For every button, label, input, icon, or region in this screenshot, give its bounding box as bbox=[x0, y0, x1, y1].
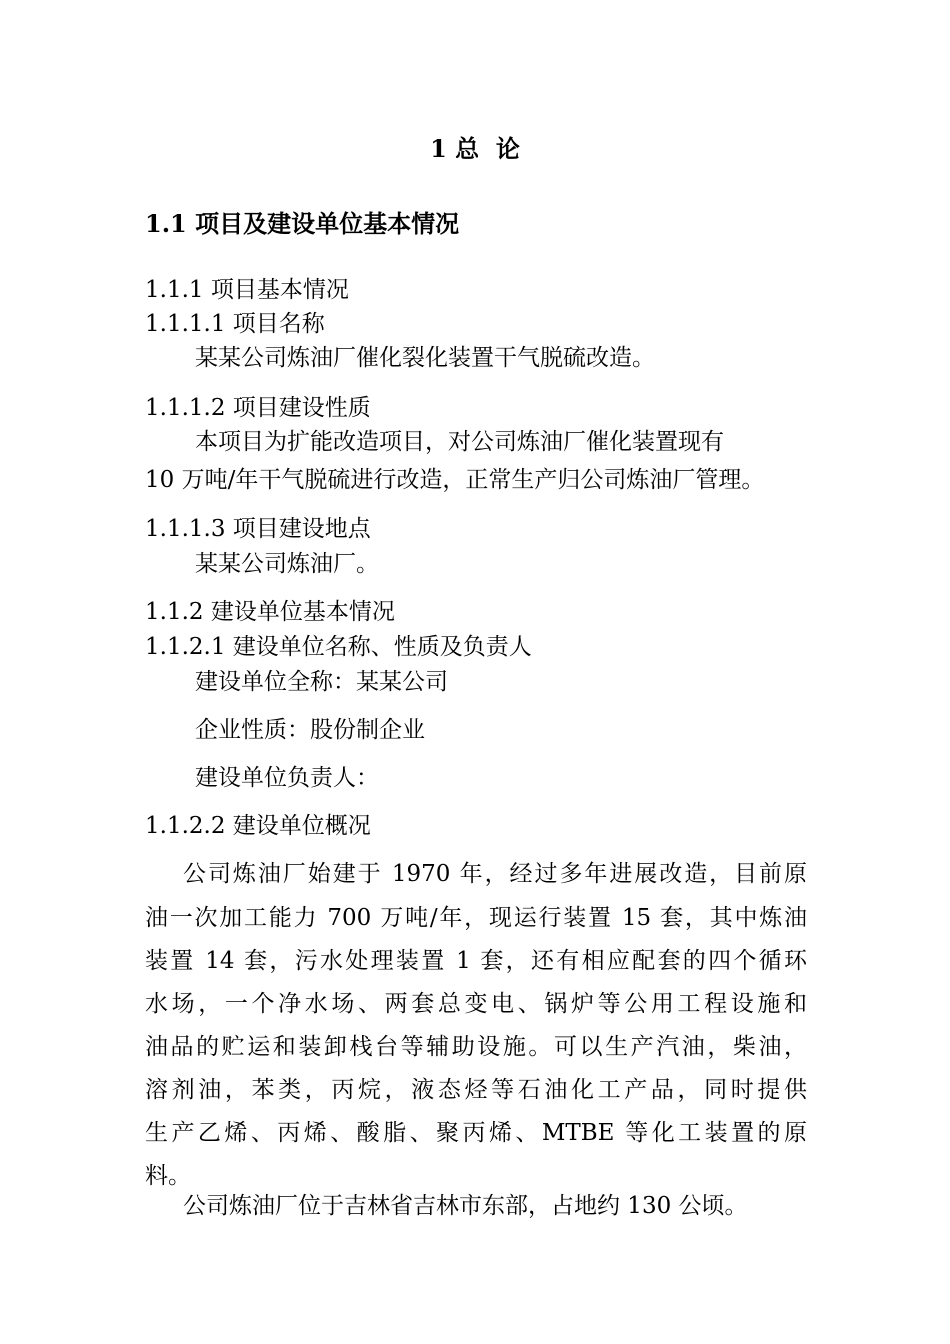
section-title: 1.1 项目及建设单位基本情况 bbox=[145, 209, 460, 238]
heading-1-1-1: 1.1.1 项目基本情况 bbox=[145, 277, 349, 303]
paragraph-nature-line-1: 本项目为扩能改造项目，对公司炼油厂催化装置现有 bbox=[195, 429, 724, 455]
overview-line: 水场，一个净水场、两套总变电、锅炉等公用工程设施和 bbox=[145, 991, 807, 1017]
paragraph-unit-name: 建设单位全称：某某公司 bbox=[195, 669, 448, 695]
heading-1-1-1-1: 1.1.1.1 项目名称 bbox=[145, 311, 325, 337]
paragraph-area: 公司炼油厂位于吉林省吉林市东部，占地约 130 公顷。 bbox=[183, 1193, 748, 1219]
paragraph-nature-line-2: 10 万吨/年干气脱硫进行改造，正常生产归公司炼油厂管理。 bbox=[145, 467, 765, 493]
heading-1-1-1-3: 1.1.1.3 项目建设地点 bbox=[145, 516, 371, 542]
heading-1-1-2-2: 1.1.2.2 建设单位概况 bbox=[145, 813, 371, 839]
overview-line: 装置 14 套，污水处理装置 1 套，还有相应配套的四个循环 bbox=[145, 948, 807, 974]
heading-1-1-2-1: 1.1.2.1 建设单位名称、性质及负责人 bbox=[145, 634, 532, 660]
overview-line: 溶剂油，苯类，丙烷，液态烃等石油化工产品，同时提供 bbox=[145, 1077, 807, 1103]
paragraph-unit-leader: 建设单位负责人： bbox=[195, 765, 379, 791]
paragraph-location: 某某公司炼油厂。 bbox=[195, 551, 379, 577]
heading-1-1-1-2: 1.1.1.2 项目建设性质 bbox=[145, 395, 371, 421]
paragraph-project-name: 某某公司炼油厂催化裂化装置干气脱硫改造。 bbox=[195, 345, 655, 371]
overview-line-last: 料。 bbox=[145, 1163, 191, 1189]
overview-line: 公司炼油厂始建于 1970 年，经过多年进展改造，目前原 bbox=[183, 861, 807, 887]
heading-1-1-2: 1.1.2 建设单位基本情况 bbox=[145, 599, 395, 625]
overview-line: 生产乙烯、丙烯、酸脂、聚丙烯、MTBE 等化工装置的原 bbox=[145, 1120, 807, 1146]
paragraph-unit-nature: 企业性质：股份制企业 bbox=[195, 717, 425, 743]
overview-line: 油一次加工能力 700 万吨/年，现运行装置 15 套，其中炼油 bbox=[145, 905, 807, 931]
overview-line: 油品的贮运和装卸栈台等辅助设施。可以生产汽油，柴油， bbox=[145, 1034, 807, 1060]
chapter-title: 1 总 论 bbox=[430, 134, 520, 163]
